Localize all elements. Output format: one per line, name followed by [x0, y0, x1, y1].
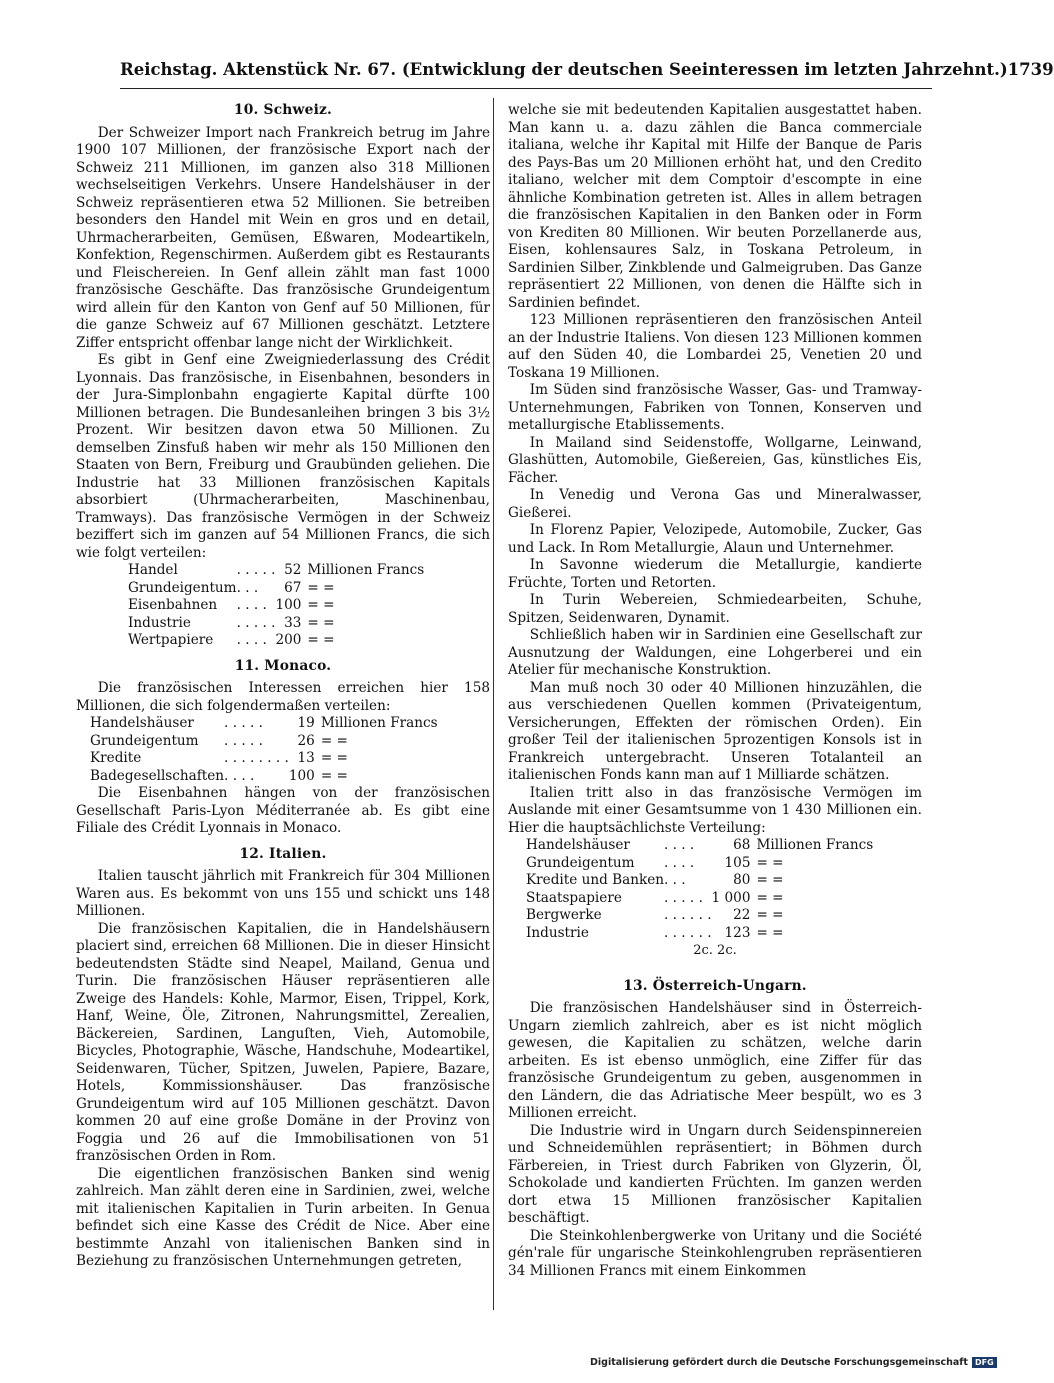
paragraph: Die eigentlichen französischen Banken sind wenig zahlreich. Man zählt deren eine in Sardinien, zwei, welche mit italienischen Kapitalien in Turin arbeiten. In Genua befindet sich eine Kasse des Crédit de Nice. Aber eine bestimmte Anzahl von italienischen Banken sind in Beziehung zu französischen Unternehmungen getreten, [76, 1165, 490, 1269]
paragraph: Man muß noch 30 oder 40 Millionen hinzuzählen, die aus verschiedenen Quellen kommen (Privateigentum, Versicherungen, Effekten der römischen Orden). Ein großer Teil der italienischen 5prozentigen Konsols ist in Frankreich untergebracht. Unseren Totalanteil an italienischen Fonds kann man auf 1 Milliarde schätzen. [508, 679, 922, 783]
table-row: Grundeigentum . . . . . 26 = = [90, 732, 348, 749]
paragraph: Die Industrie wird in Ungarn durch Seidenspinnereien und Schneidemühlen repräsentiert; in Böhmen durch Färbereien, in Triest durch Fabriken von Glyzerin, Öl, Schokolade und kandierten Früchten. Im ganzen werden dort etwa 15 Millionen französischer Kapitalien beschäftigt. [508, 1122, 922, 1226]
left-column [76, 102, 490, 1271]
table-row: Kredite und Banken . . . 80 = = [526, 872, 784, 888]
dfg-logo: DFG [972, 1357, 997, 1368]
section-title-italien: 12. Italien. [239, 845, 327, 862]
column-divider [493, 98, 494, 1310]
section-title-monaco: 11. Monaco. [234, 657, 332, 674]
paragraph: Die französischen Handelshäuser sind in Österreich-Ungarn ziemlich zahlreich, aber es ist nicht möglich gewesen, die Kapitalien zu schätzen, welche darin arbeiten. Es ist ebenso unmöglich, eine Ziffer für das französische Grundeigentum zu geben, ausgenommen in den Ländern, die das Adriatische Meer bespült, wo es 3 Millionen erreicht. [508, 1000, 922, 1121]
paragraph: In Savonne wiederum die Metallurgie, kandierte Früchte, Torten und Retorten. [508, 557, 922, 591]
table-row: Staatspapiere . . . . . 1 000 = = [526, 889, 784, 906]
paragraph: In Venedig und Verona Gas und Mineralwasser, Gießerei. [508, 487, 922, 521]
table-row: Grundeigentum . . . 67 = = [128, 579, 335, 596]
table-row: Handelshäuser . . . . 68 Millionen Francs [526, 837, 874, 853]
digitization-footer [590, 1357, 997, 1368]
paragraph: 123 Millionen repräsentieren den französischen Anteil an der Industrie Italiens. Von diesen 123 Millionen kommen auf den Süden 40, die Lombardei 25, Venetien 20 und Toskana 19 Millionen. [508, 312, 922, 381]
page-number: 1739 [1007, 60, 1054, 79]
right-column [508, 102, 922, 1280]
table-row: Eisenbahnen . . . . 100 = = [128, 597, 335, 613]
paragraph: In Florenz Papier, Velozipede, Automobile, Zucker, Gas und Lack. In Rom Metallurgie, Alaun und Unternehmer. [508, 522, 922, 556]
table-row: Industrie . . . . . . 123 = = [526, 924, 784, 941]
etc-mark: 2c. 2c. [693, 943, 737, 958]
running-title: Reichstag. Aktenstück Nr. 67. (Entwicklung der deutschen Seeinteressen im letzten Jahrzehnt.) [120, 60, 1008, 79]
schweiz-table [128, 562, 424, 650]
footer-text: Digitalisierung gefördert durch die Deutsche Forschungsgemeinschaft [590, 1357, 968, 1368]
paragraph: Die französischen Interessen erreichen hier 158 Millionen, die sich folgendermaßen verteilen: [76, 680, 490, 714]
paragraph: Italien tritt also in das französische Vermögen im Auslande mit einer Gesamtsumme von 1 430 Millionen ein. Hier die hauptsächlichste Verteilung: [508, 784, 922, 836]
paragraph: Die Eisenbahnen hängen von der französischen Gesellschaft Paris-Lyon Méditerranée ab. Es gibt eine Filiale des Crédit Lyonnais in Monaco. [76, 785, 490, 836]
section-title-schweiz: 10. Schweiz. [233, 102, 333, 118]
table-row: Handel . . . . . 52 Millionen Francs [128, 562, 425, 578]
page-header [120, 60, 1054, 89]
italien-table [526, 837, 873, 942]
table-row: Grundeigentum . . . . 105 = = [526, 854, 784, 871]
table-row: Wertpapiere . . . . 200 = = [128, 632, 335, 648]
paragraph: In Turin Webereien, Schmiedearbeiten, Schuhe, Spitzen, Seidenwaren, Dynamit. [508, 592, 922, 626]
paragraph: Es gibt in Genf eine Zweigniederlassung des Crédit Lyonnais. Das französische, in Eisenbahnen, besonders in der Jura-Simplonbahn engagierte Kapital dürfte 100 Millionen betragen. Die Bundesanleihen bringen 3 bis 3½ Prozent. Wir besitzen davon etwa 50 Millionen. Zu demselben Zinsfuß haben wir mehr als 150 Millionen den Staaten von Bern, Freiburg und Graubünden geliehen. Die Industrie hat 33 Millionen französischen Kapitals absorbiert (Uhrmacherarbeiten, Maschinenbau, Tramways). Das französische Vermögen in der Schweiz beziffert sich im ganzen auf 54 Millionen Francs, die sich wie folgt verteilen: [76, 352, 490, 561]
paragraph: Die Steinkohlenbergwerke von Uritany und die Société gén'rale für ungarische Steinkohlengruben repräsentieren 34 Millionen Francs mit einem Einkommen [508, 1227, 922, 1279]
paragraph: Die französischen Kapitalien, die in Handelshäusern placiert sind, erreichen 68 Millionen. Die in dieser Hinsicht bedeutendsten Städte sind Neapel, Mailand, Genua und Turin. Die französischen Häuser repräsentieren alle Zweige des Handels: Kohle, Marmor, Eisen, Trippel, Kork, Hanf, Weine, Öle, Zitronen, Nahrungsmittel, Zerealien, Bäckereien, Sardinen, Languſten, Vieh, Automobile, Bicycles, Photographie, Wäsche, Handschuhe, Modeartikel, Seidenwaren, Tücher, Spitzen, Juwelen, Papiere, Bazare, Hotels, Kommissionshäuser. Das französische Grundeigentum wird auf 105 Millionen geschätzt. Davon kommen 20 auf eine große Domäne in der Provinz von Foggia und 26 auf die Immobilisationen von 51 französischen Orden in Rom. [76, 920, 490, 1164]
paragraph: Der Schweizer Import nach Frankreich betrug im Jahre 1900 107 Millionen, der französische Export nach der Schweiz 211 Millionen, im ganzen also 318 Millionen wechselseitigen Verkehrs. Unsere Handelshäuser in der Schweiz repräsentieren etwa 52 Millionen. Sie betreiben besonders den Handel mit Wein en gros und en detail, Uhrmacherarbeiten, Gemüsen, Eßwaren, Modeartikeln, Konfektion, Regenschirmen. Außerdem gibt es Restaurants und Fleischereien. In Genf allein zählt man fast 1000 französische Geschäfte. Das französische Grundeigentum wird allein für den Kanton von Genf auf 50 Millionen, für die ganze Schweiz auf 67 Millionen geschätzt. Letztere Ziffer entspricht offenbar lange nicht der Wirklichkeit. [76, 124, 490, 351]
table-row: Badegesellschaften . . . . 100 = = [90, 767, 348, 784]
table-row: Handelshäuser . . . . . 19 Millionen Francs [90, 715, 438, 731]
monaco-table [90, 715, 438, 785]
section-title-oesterreich-ungarn: 13. Österreich-Ungarn. [623, 977, 807, 994]
table-row: Industrie . . . . . 33 = = [128, 614, 335, 631]
paragraph: Schließlich haben wir in Sardinien eine Gesellschaft zur Ausnutzung der Waldungen, eine Lohgerberei und ein Atelier für mechanische Konstruktion. [508, 627, 922, 678]
table-row: Bergwerke . . . . . . 22 = = [526, 907, 784, 923]
paragraph: Italien tauscht jährlich mit Frankreich für 304 Millionen Waren aus. Es bekommt von uns 155 und schickt uns 148 Millionen. [76, 868, 490, 919]
table-row: Kredite . . . . . . . . 13 = = [90, 750, 348, 766]
paragraph: welche sie mit bedeutenden Kapitalien ausgestattet haben. Man kann u. a. dazu zählen die Banca commerciale italiana, welche ihr Kapital mit Hilfe der Banque de Paris des Pays-Bas um 20 Millionen erhöht hat, und den Credito italiano, welcher mit dem Comptoir d'escompte in eine ähnliche Kombination getreten ist. Alles in allem betragen die französischen Kapitalien in den Banken oder in Form von Krediten 80 Millionen. Wir beuten Porzellanerde aus, Eisen, kohlensaures Salz, in Toskana Petroleum, in Sardinien Silber, Zinkblende und Galmeigruben. Das Ganze repräsentiert 22 Millionen, von denen die Hälfte sich in Sardinien befindet. [508, 102, 922, 311]
paragraph: In Mailand sind Seidenstoffe, Wollgarne, Leinwand, Glashütten, Automobile, Gießereien, Gas, künstliches Eis, Fächer. [508, 434, 922, 486]
paragraph: Im Süden sind französische Wasser, Gas- und Tramway-Unternehmungen, Fabriken von Tonnen, Konserven und metallurgische Etablissements. [508, 382, 922, 433]
